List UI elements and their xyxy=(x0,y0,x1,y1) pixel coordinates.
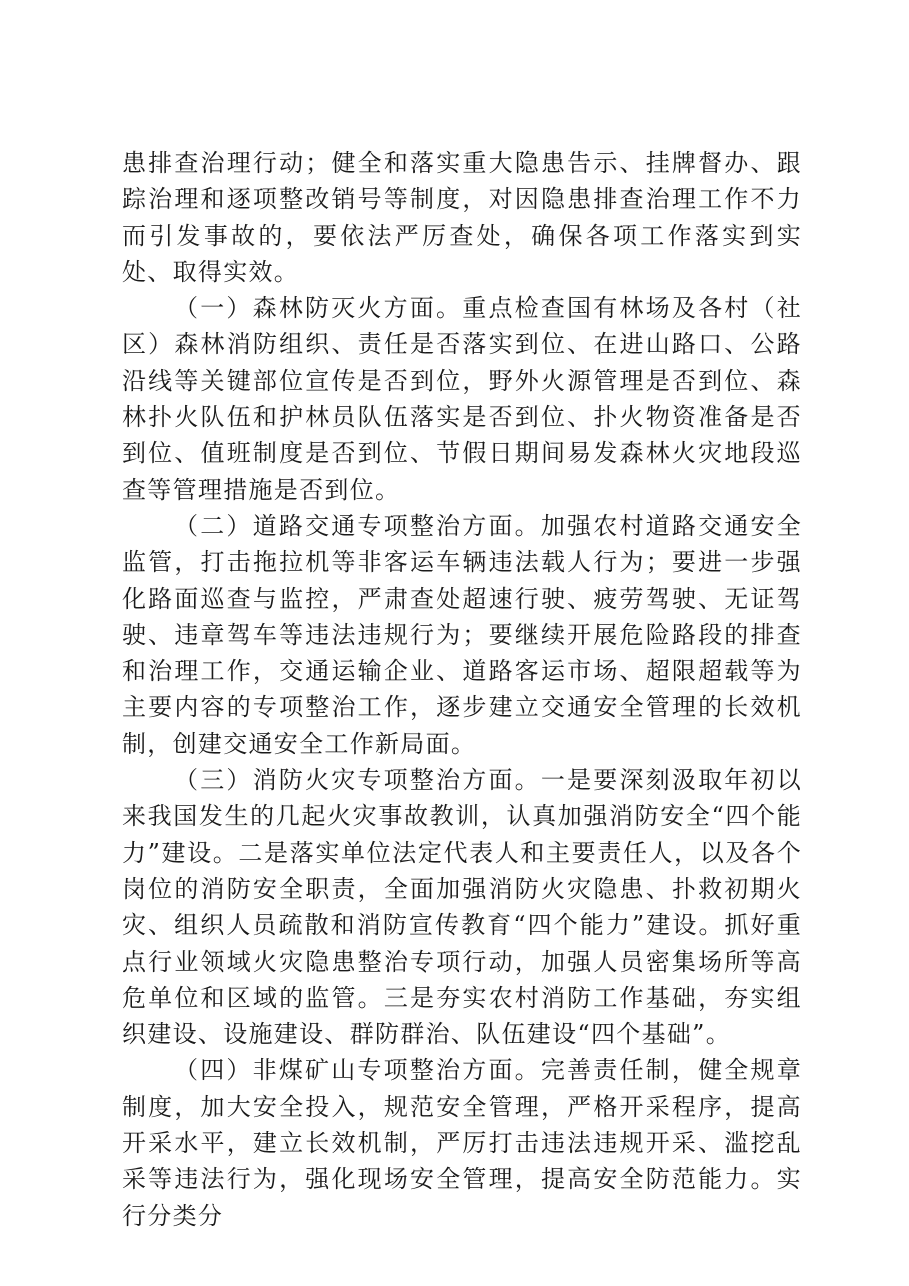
paragraph-intro-continuation: 患排查治理行动；健全和落实重大隐患告示、挂牌督办、跟踪治理和逐项整改销号等制度，对因隐患排查治理工作不力而引发事故的，要依法严厉查处，确保各项工作落实到实处、取得实效。 xyxy=(122,149,802,286)
document-body xyxy=(122,145,802,1234)
paragraph-road-traffic: （二）道路交通专项整治方面。加强农村道路交通安全监管，打击拖拉机等非客运车辆违法载人行为；要进一步强化路面巡查与监控，严肃查处超速行驶、疲劳驾驶、无证驾驶、违章驾车等违法违规行为；要继续开展危险路段的排查和治理工作，交通运输企业、道路客运市场、超限超载等为主要内容的专项整治工作，逐步建立交通安全管理的长效机制，创建交通安全工作新局面。 xyxy=(122,511,802,758)
paragraph-fire-safety: （三）消防火灾专项整治方面。一是要深刻汲取年初以来我国发生的几起火灾事故教训，认真加强消防安全“四个能力”建设。二是落实单位法定代表人和主要责任人，以及各个岗位的消防安全职责，全面加强消防火灾隐患、扑救初期火灾、组织人员疏散和消防宣传教育“四个能力”建设。抓好重点行业领域火灾隐患整治专项行动，加强人员密集场所等高危单位和区域的监管。三是夯实农村消防工作基础，夯实组织建设、设施建设、群防群治、队伍建设“四个基础”。 xyxy=(122,766,802,1049)
paragraph-forest-fire: （一）森林防灭火方面。重点检查国有林场及各村（社区）森林消防组织、责任是否落实到位、在进山路口、公路沿线等关键部位宣传是否到位，野外火源管理是否到位、森林扑火队伍和护林员队伍落实是否到位、扑火物资准备是否到位、值班制度是否到位、节假日期间易发森林火灾地段巡查等管理措施是否到位。 xyxy=(122,294,802,504)
paragraph-non-coal-mine: （四）非煤矿山专项整治方面。完善责任制，健全规章制度，加大安全投入，规范安全管理，严格开采程序，提高开采水平，建立长效机制，严厉打击违法违规开采、滥挖乱采等违法行为，强化现场安全管理，提高安全防范能力。实行分类分 xyxy=(122,1056,802,1230)
